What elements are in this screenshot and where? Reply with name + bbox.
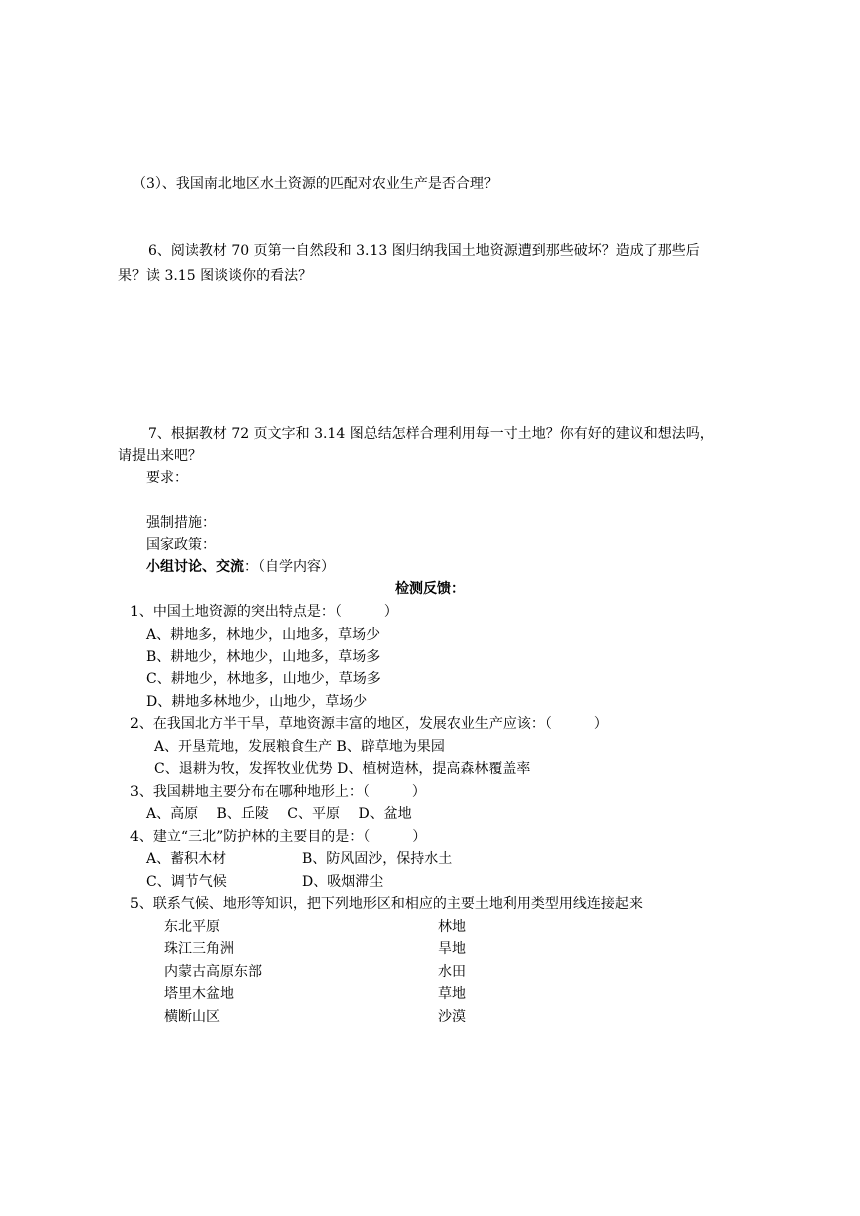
quiz-4-option-b: B、防风固沙，保持水土 xyxy=(302,851,453,867)
quiz-4-stem: 4、建立“三北”防护林的主要目的是：（ ） xyxy=(130,829,427,845)
quiz-4-option-d: D、吸烟滞尘 xyxy=(302,874,384,890)
quiz-2-stem: 2、在我国北方半干旱，草地资源丰富的地区，发展农业生产应该：（ ） xyxy=(130,716,608,732)
land-type-item: 旱地 xyxy=(438,941,466,957)
region-item: 内蒙古高原东部 xyxy=(164,964,262,980)
land-type-item: 水田 xyxy=(438,964,466,980)
quiz-3-options: A、高原 B、丘陵 C、平原 D、盆地 xyxy=(146,806,412,822)
quiz-1-option-b: B、耕地少，林地少，山地多，草场多 xyxy=(146,649,381,665)
question-7-requirement: 要求： xyxy=(146,470,188,486)
quiz-1-option-a: A、耕地多，林地少，山地多，草场少 xyxy=(146,627,381,643)
quiz-5-stem: 5、联系气候、地形等知识，把下列地形区和相应的主要土地利用类型用线连接起来 xyxy=(130,896,643,912)
quiz-4-option-c: C、调节气候 xyxy=(146,874,227,890)
quiz-4-option-a: A、蓄积木材 xyxy=(146,851,227,867)
land-type-item: 草地 xyxy=(438,986,466,1002)
question-6-line-1: 6、阅读教材 70 页第一自然段和 3.13 图归纳我国土地资源遭到那些破坏？造成了那些后 xyxy=(148,243,700,259)
question-7-line-2: 请提出来吧？ xyxy=(118,448,202,464)
group-discussion-heading xyxy=(146,556,335,578)
question-7-national-policy: 国家政策： xyxy=(146,537,216,553)
region-item: 东北平原 xyxy=(164,919,220,935)
land-type-item: 沙漠 xyxy=(438,1009,466,1025)
quiz-1-option-c: C、耕地少，林地多，山地少，草场多 xyxy=(146,671,381,687)
group-discussion-label: 小组讨论、交流 xyxy=(146,559,244,575)
region-item: 珠江三角洲 xyxy=(164,941,234,957)
question-7-line-1: 7、根据教材 72 页文字和 3.14 图总结怎样合理利用每一寸土地？你有好的建议和想法吗， xyxy=(148,426,714,442)
quiz-1-option-d: D、耕地多林地少，山地少，草场少 xyxy=(146,694,368,710)
question-7-mandatory-measures: 强制措施： xyxy=(146,515,216,531)
quiz-2-options-ab: A、开垦荒地，发展粮食生产 B、辟草地为果园 xyxy=(154,739,445,755)
feedback-title: 检测反馈： xyxy=(395,581,465,597)
region-item: 横断山区 xyxy=(164,1009,220,1025)
land-type-item: 林地 xyxy=(438,919,466,935)
quiz-1-stem: 1、中国土地资源的突出特点是：（ ） xyxy=(130,604,398,620)
quiz-3-stem: 3、我国耕地主要分布在哪种地形上：（ ） xyxy=(130,784,426,800)
group-discussion-suffix: ：（自学内容） xyxy=(244,559,335,575)
question-3-water-soil: （3）、我国南北地区水土资源的匹配对农业生产是否合理？ xyxy=(132,176,498,192)
question-6-line-2: 果？读 3.15 图谈谈你的看法？ xyxy=(118,268,313,284)
region-item: 塔里木盆地 xyxy=(164,986,234,1002)
quiz-2-options-cd: C、退耕为牧，发挥牧业优势 D、植树造林，提高森林覆盖率 xyxy=(154,761,531,777)
